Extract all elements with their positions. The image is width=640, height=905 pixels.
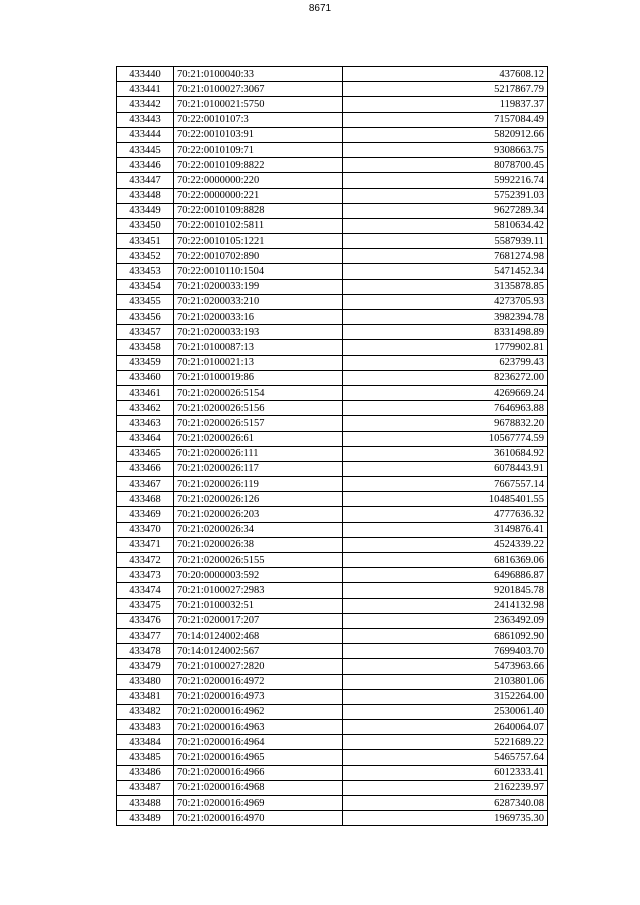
row-number-cell: 433481 [117, 689, 174, 704]
cadastral-number-cell: 70:21:0200033:193 [174, 325, 343, 340]
cadastral-value-cell: 3152264.00 [343, 689, 548, 704]
cadastral-number-cell: 70:21:0200016:4966 [174, 765, 343, 780]
table-row [117, 522, 548, 537]
table-row [117, 158, 548, 173]
registry-table-body [117, 67, 548, 826]
table-row [117, 477, 548, 492]
row-number-cell: 433470 [117, 522, 174, 537]
cadastral-number-cell: 70:21:0200026:5154 [174, 385, 343, 400]
cadastral-number-cell: 70:21:0200016:4968 [174, 780, 343, 795]
cadastral-value-cell: 5217867.79 [343, 82, 548, 97]
cadastral-value-cell: 2103801.06 [343, 674, 548, 689]
cadastral-value-cell: 6816369.06 [343, 553, 548, 568]
row-number-cell: 433476 [117, 613, 174, 628]
cadastral-value-cell: 623799.43 [343, 355, 548, 370]
table-row [117, 340, 548, 355]
cadastral-value-cell: 5471452.34 [343, 264, 548, 279]
row-number-cell: 433486 [117, 765, 174, 780]
table-row [117, 644, 548, 659]
table-row [117, 97, 548, 112]
cadastral-number-cell: 70:21:0200026:61 [174, 431, 343, 446]
cadastral-number-cell: 70:14:0124002:468 [174, 628, 343, 643]
cadastral-value-cell: 4777636.32 [343, 507, 548, 522]
cadastral-value-cell: 119837.37 [343, 97, 548, 112]
cadastral-value-cell: 9308663.75 [343, 142, 548, 157]
row-number-cell: 433457 [117, 325, 174, 340]
row-number-cell: 433480 [117, 674, 174, 689]
row-number-cell: 433489 [117, 811, 174, 826]
cadastral-value-cell: 5810634.42 [343, 218, 548, 233]
cadastral-number-cell: 70:21:0200026:126 [174, 492, 343, 507]
cadastral-number-cell: 70:21:0200026:34 [174, 522, 343, 537]
cadastral-number-cell: 70:21:0200026:5157 [174, 416, 343, 431]
row-number-cell: 433482 [117, 704, 174, 719]
row-number-cell: 433462 [117, 401, 174, 416]
row-number-cell: 433488 [117, 796, 174, 811]
cadastral-number-cell: 70:21:0200016:4963 [174, 720, 343, 735]
cadastral-number-cell: 70:21:0200016:4962 [174, 704, 343, 719]
cadastral-value-cell: 7681274.98 [343, 249, 548, 264]
table-row [117, 310, 548, 325]
table-row [117, 218, 548, 233]
cadastral-value-cell: 1969735.30 [343, 811, 548, 826]
table-row [117, 659, 548, 674]
table-row [117, 142, 548, 157]
table-row [117, 294, 548, 309]
row-number-cell: 433456 [117, 310, 174, 325]
row-number-cell: 433441 [117, 82, 174, 97]
cadastral-number-cell: 70:21:0100021:13 [174, 355, 343, 370]
cadastral-value-cell: 8331498.89 [343, 325, 548, 340]
cadastral-value-cell: 2414132.98 [343, 598, 548, 613]
cadastral-number-cell: 70:22:0010102:5811 [174, 218, 343, 233]
cadastral-number-cell: 70:21:0200026:119 [174, 477, 343, 492]
cadastral-number-cell: 70:21:0200026:203 [174, 507, 343, 522]
cadastral-number-cell: 70:21:0200016:4973 [174, 689, 343, 704]
row-number-cell: 433466 [117, 461, 174, 476]
cadastral-number-cell: 70:21:0200033:16 [174, 310, 343, 325]
table-row [117, 537, 548, 552]
cadastral-value-cell: 1779902.81 [343, 340, 548, 355]
row-number-cell: 433461 [117, 385, 174, 400]
cadastral-number-cell: 70:21:0200026:111 [174, 446, 343, 461]
row-number-cell: 433444 [117, 127, 174, 142]
table-row [117, 735, 548, 750]
cadastral-number-cell: 70:21:0200033:199 [174, 279, 343, 294]
cadastral-number-cell: 70:21:0100021:5750 [174, 97, 343, 112]
cadastral-number-cell: 70:22:0010109:8822 [174, 158, 343, 173]
table-row [117, 765, 548, 780]
cadastral-number-cell: 70:21:0100040:33 [174, 67, 343, 82]
row-number-cell: 433472 [117, 553, 174, 568]
table-row [117, 598, 548, 613]
cadastral-number-cell: 70:21:0100027:3067 [174, 82, 343, 97]
cadastral-value-cell: 5465757.64 [343, 750, 548, 765]
row-number-cell: 433440 [117, 67, 174, 82]
table-row [117, 82, 548, 97]
table-row [117, 689, 548, 704]
cadastral-number-cell: 70:21:0100032:51 [174, 598, 343, 613]
cadastral-value-cell: 7646963.88 [343, 401, 548, 416]
row-number-cell: 433483 [117, 720, 174, 735]
cadastral-value-cell: 5221689.22 [343, 735, 548, 750]
table-row [117, 385, 548, 400]
cadastral-number-cell: 70:22:0010109:71 [174, 142, 343, 157]
cadastral-value-cell: 6861092.90 [343, 628, 548, 643]
table-row [117, 401, 548, 416]
cadastral-value-cell: 5752391.03 [343, 188, 548, 203]
cadastral-value-cell: 7667557.14 [343, 477, 548, 492]
table-row [117, 416, 548, 431]
row-number-cell: 433474 [117, 583, 174, 598]
row-number-cell: 433443 [117, 112, 174, 127]
cadastral-value-cell: 2530061.40 [343, 704, 548, 719]
cadastral-number-cell: 70:21:0100087:13 [174, 340, 343, 355]
table-row [117, 811, 548, 826]
registry-table [116, 66, 548, 826]
cadastral-value-cell: 6012333.41 [343, 765, 548, 780]
cadastral-value-cell: 9627289.34 [343, 203, 548, 218]
cadastral-number-cell: 70:22:0010109:8828 [174, 203, 343, 218]
row-number-cell: 433459 [117, 355, 174, 370]
row-number-cell: 433447 [117, 173, 174, 188]
table-row [117, 720, 548, 735]
row-number-cell: 433445 [117, 142, 174, 157]
cadastral-value-cell: 10567774.59 [343, 431, 548, 446]
cadastral-number-cell: 70:21:0100027:2983 [174, 583, 343, 598]
row-number-cell: 433475 [117, 598, 174, 613]
table-row [117, 492, 548, 507]
row-number-cell: 433468 [117, 492, 174, 507]
row-number-cell: 433465 [117, 446, 174, 461]
row-number-cell: 433448 [117, 188, 174, 203]
table-row [117, 780, 548, 795]
cadastral-number-cell: 70:21:0200016:4972 [174, 674, 343, 689]
row-number-cell: 433484 [117, 735, 174, 750]
table-row [117, 553, 548, 568]
cadastral-value-cell: 4269669.24 [343, 385, 548, 400]
table-row [117, 431, 548, 446]
row-number-cell: 433485 [117, 750, 174, 765]
cadastral-number-cell: 70:22:0000000:220 [174, 173, 343, 188]
cadastral-value-cell: 2363492.09 [343, 613, 548, 628]
cadastral-value-cell: 437608.12 [343, 67, 548, 82]
cadastral-value-cell: 8078700.45 [343, 158, 548, 173]
table-row [117, 704, 548, 719]
cadastral-number-cell: 70:21:0200026:5156 [174, 401, 343, 416]
row-number-cell: 433479 [117, 659, 174, 674]
cadastral-number-cell: 70:14:0124002:567 [174, 644, 343, 659]
cadastral-number-cell: 70:21:0200017:207 [174, 613, 343, 628]
table-row [117, 188, 548, 203]
row-number-cell: 433446 [117, 158, 174, 173]
cadastral-value-cell: 10485401.55 [343, 492, 548, 507]
cadastral-value-cell: 4524339.22 [343, 537, 548, 552]
table-row [117, 264, 548, 279]
cadastral-value-cell: 6078443.91 [343, 461, 548, 476]
cadastral-number-cell: 70:21:0200026:38 [174, 537, 343, 552]
cadastral-value-cell: 7157084.49 [343, 112, 548, 127]
cadastral-value-cell: 5587939.11 [343, 234, 548, 249]
cadastral-value-cell: 9201845.78 [343, 583, 548, 598]
table-row [117, 796, 548, 811]
table-row [117, 355, 548, 370]
row-number-cell: 433442 [117, 97, 174, 112]
cadastral-number-cell: 70:21:0200026:5155 [174, 553, 343, 568]
cadastral-value-cell: 7699403.70 [343, 644, 548, 659]
table-row [117, 370, 548, 385]
cadastral-number-cell: 70:22:0010105:1221 [174, 234, 343, 249]
table-row [117, 613, 548, 628]
row-number-cell: 433458 [117, 340, 174, 355]
table-row [117, 461, 548, 476]
row-number-cell: 433452 [117, 249, 174, 264]
cadastral-number-cell: 70:22:0010110:1504 [174, 264, 343, 279]
cadastral-value-cell: 8236272.00 [343, 370, 548, 385]
cadastral-number-cell: 70:22:0010702:890 [174, 249, 343, 264]
row-number-cell: 433487 [117, 780, 174, 795]
row-number-cell: 433473 [117, 568, 174, 583]
cadastral-number-cell: 70:21:0100019:86 [174, 370, 343, 385]
row-number-cell: 433453 [117, 264, 174, 279]
row-number-cell: 433455 [117, 294, 174, 309]
table-row [117, 568, 548, 583]
cadastral-value-cell: 2640064.07 [343, 720, 548, 735]
row-number-cell: 433471 [117, 537, 174, 552]
cadastral-number-cell: 70:22:0010107:3 [174, 112, 343, 127]
cadastral-number-cell: 70:22:0000000:221 [174, 188, 343, 203]
table-row [117, 446, 548, 461]
cadastral-value-cell: 3149876.41 [343, 522, 548, 537]
table-row [117, 234, 548, 249]
cadastral-value-cell: 6496886.87 [343, 568, 548, 583]
cadastral-number-cell: 70:22:0010103:91 [174, 127, 343, 142]
cadastral-value-cell: 5473963.66 [343, 659, 548, 674]
table-row [117, 628, 548, 643]
cadastral-number-cell: 70:21:0200016:4965 [174, 750, 343, 765]
table-row [117, 249, 548, 264]
cadastral-value-cell: 4273705.93 [343, 294, 548, 309]
cadastral-value-cell: 9678832.20 [343, 416, 548, 431]
row-number-cell: 433460 [117, 370, 174, 385]
table-row [117, 674, 548, 689]
row-number-cell: 433449 [117, 203, 174, 218]
table-row [117, 750, 548, 765]
row-number-cell: 433463 [117, 416, 174, 431]
cadastral-value-cell: 3610684.92 [343, 446, 548, 461]
cadastral-value-cell: 6287340.08 [343, 796, 548, 811]
page-number: 8671 [308, 3, 332, 14]
row-number-cell: 433464 [117, 431, 174, 446]
cadastral-number-cell: 70:21:0200026:117 [174, 461, 343, 476]
cadastral-value-cell: 5992216.74 [343, 173, 548, 188]
cadastral-number-cell: 70:21:0200016:4964 [174, 735, 343, 750]
row-number-cell: 433478 [117, 644, 174, 659]
cadastral-number-cell: 70:21:0200033:210 [174, 294, 343, 309]
table-row [117, 279, 548, 294]
cadastral-value-cell: 2162239.97 [343, 780, 548, 795]
cadastral-value-cell: 5820912.66 [343, 127, 548, 142]
table-row [117, 127, 548, 142]
table-row [117, 112, 548, 127]
row-number-cell: 433454 [117, 279, 174, 294]
row-number-cell: 433477 [117, 628, 174, 643]
table-row [117, 203, 548, 218]
cadastral-number-cell: 70:21:0200016:4969 [174, 796, 343, 811]
row-number-cell: 433450 [117, 218, 174, 233]
row-number-cell: 433451 [117, 234, 174, 249]
cadastral-number-cell: 70:20:0000003:592 [174, 568, 343, 583]
row-number-cell: 433469 [117, 507, 174, 522]
table-row [117, 173, 548, 188]
cadastral-value-cell: 3982394.78 [343, 310, 548, 325]
cadastral-number-cell: 70:21:0200016:4970 [174, 811, 343, 826]
table-row [117, 583, 548, 598]
cadastral-number-cell: 70:21:0100027:2820 [174, 659, 343, 674]
table-row [117, 67, 548, 82]
table-row [117, 325, 548, 340]
cadastral-value-cell: 3135878.85 [343, 279, 548, 294]
table-row [117, 507, 548, 522]
row-number-cell: 433467 [117, 477, 174, 492]
